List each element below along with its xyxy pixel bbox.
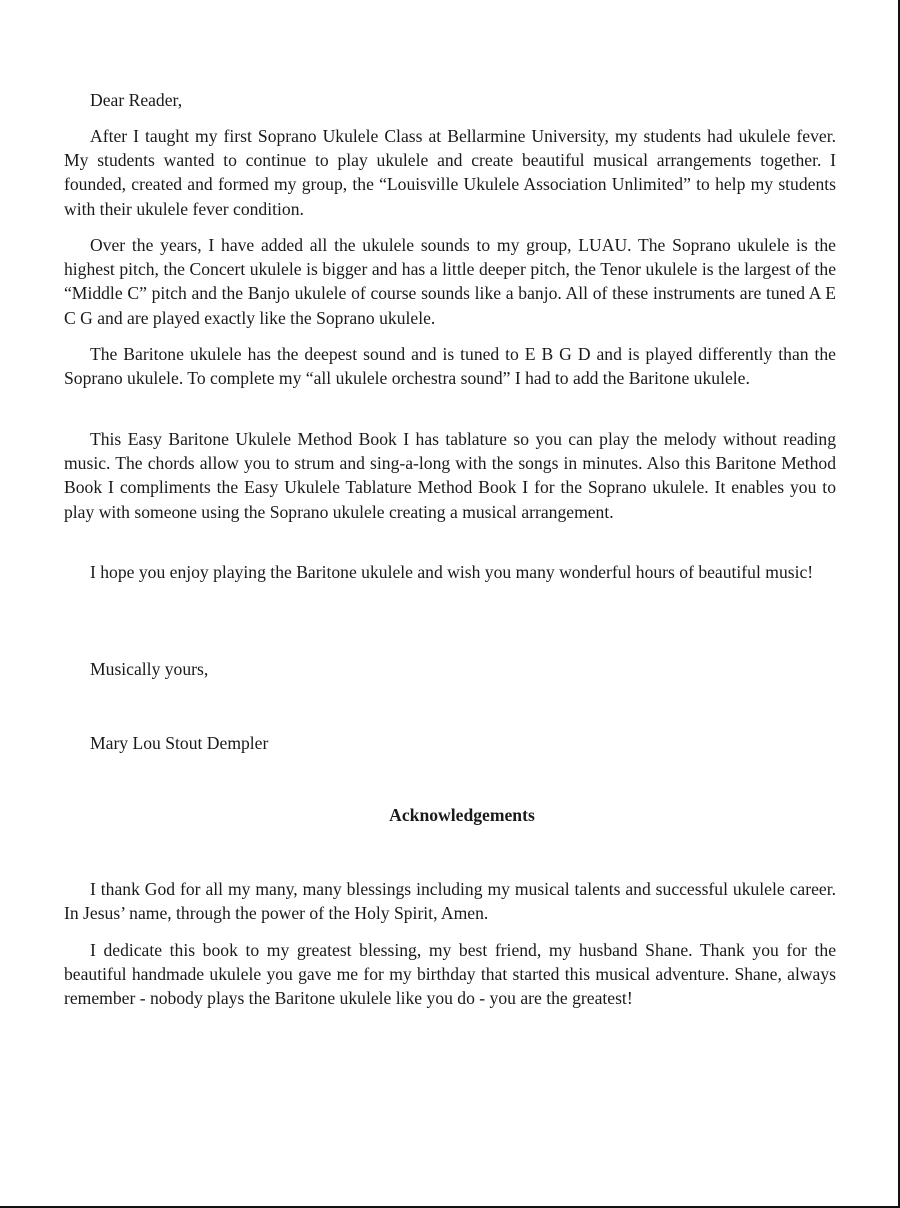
- letter-paragraph-1: After I taught my first Soprano Ukulele Class at Bellarmine University, my students had ukulele fever. My students wanted to continue to play ukulele and create beautiful musical arrangements together. I founded, created and formed my group, the “Louisville Ukulele Association Unlimited” to help my students with their ukulele fever condition.: [64, 126, 836, 219]
- acknowledgements-paragraph-1: I thank God for all my many, many blessings including my musical talents and successful ukulele career. In Jesus’ name, through the power of the Holy Spirit, Amen.: [64, 879, 836, 924]
- acknowledgements-heading: Acknowledgements: [389, 805, 535, 825]
- letter-signature: Mary Lou Stout Dempler: [90, 733, 269, 753]
- salutation: Dear Reader,: [90, 90, 183, 110]
- acknowledgements-paragraph-2: I dedicate this book to my greatest blessing, my best friend, my husband Shane. Thank you for the beautiful handmade ukulele you gave me for my birthday that started this musical adventure. Shane, always remember - nobody plays the Baritone ukulele like you do - you are the greatest!: [64, 940, 836, 1009]
- letter-paragraph-5: I hope you enjoy playing the Baritone ukulele and wish you many wonderful hours of beautiful music!: [90, 562, 814, 582]
- letter-closing: Musically yours,: [90, 659, 209, 679]
- letter-paragraph-3: The Baritone ukulele has the deepest sound and is tuned to E B G D and is played differently than the Soprano ukulele. To complete my “all ukulele orchestra sound” I had to add the Baritone ukulele.: [64, 344, 836, 389]
- letter-paragraph-2: Over the years, I have added all the ukulele sounds to my group, LUAU. The Soprano ukulele is the highest pitch, the Concert ukulele is bigger and has a little deeper pitch, the Tenor ukulele is the largest of the “Middle C” pitch and the Banjo ukulele of course sounds like a banjo. All of these instruments are tuned A E C G and are played exactly like the Soprano ukulele.: [64, 235, 836, 328]
- letter-paragraph-4: This Easy Baritone Ukulele Method Book I has tablature so you can play the melody without reading music. The chords allow you to strum and sing-a-long with the songs in minutes. Also this Baritone Method Book I compliments the Easy Ukulele Tablature Method Book I for the Soprano ukulele. It enables you to play with someone using the Soprano ukulele creating a musical arrangement.: [64, 429, 836, 522]
